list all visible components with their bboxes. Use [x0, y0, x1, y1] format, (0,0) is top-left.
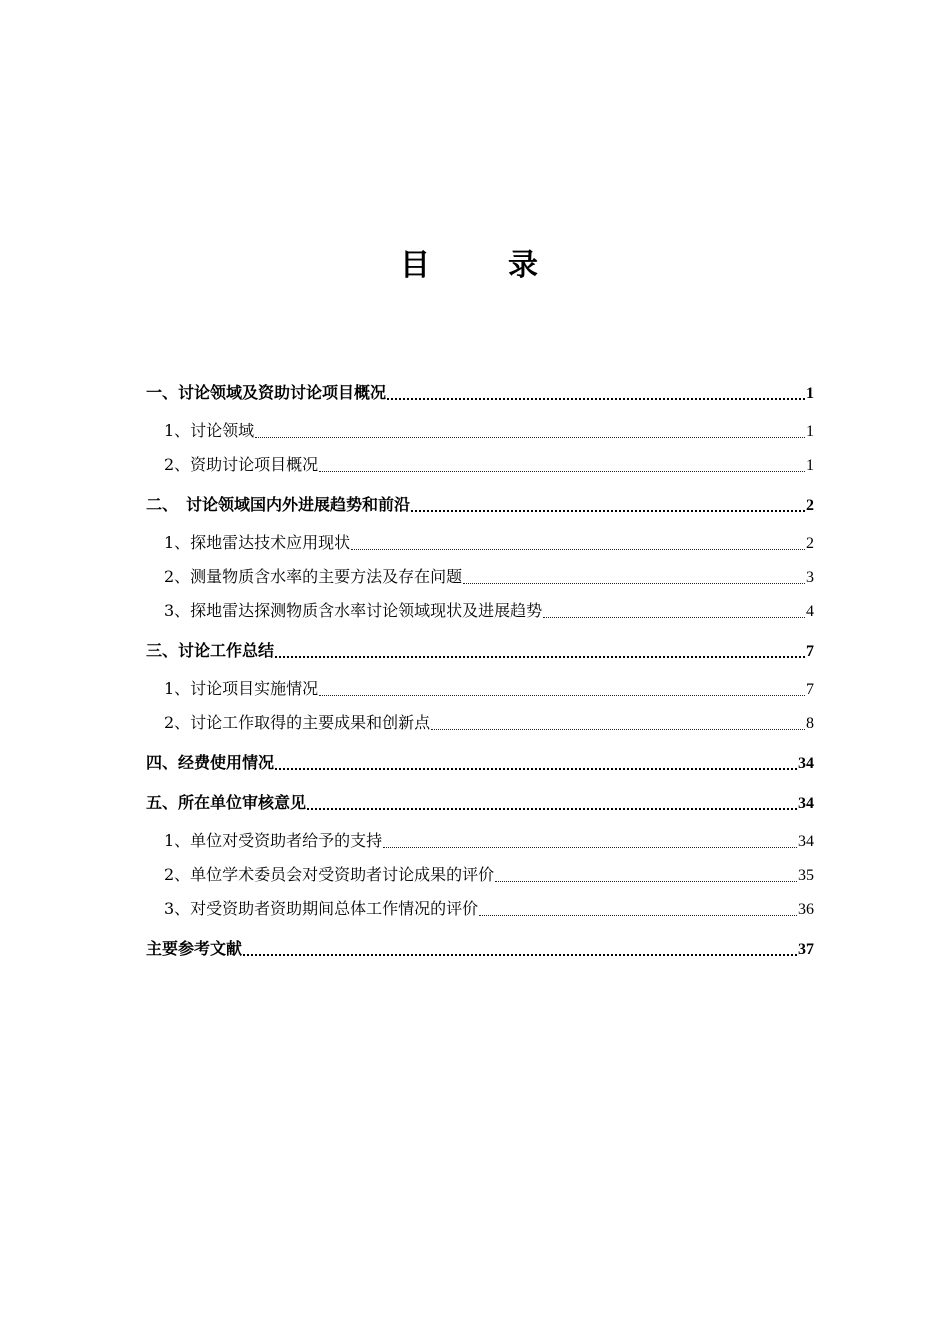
toc-entry-label: 3、对受资助者资助期间总体工作情况的评价 [164, 899, 479, 918]
toc-entry-page-number: 34 [798, 795, 814, 812]
toc-entry-1-2[interactable] [146, 448, 814, 482]
toc-entry-page-number: 8 [806, 715, 814, 732]
toc-entry-page-number: 37 [798, 941, 814, 958]
toc-entry-page-number: 3 [806, 569, 814, 586]
toc-entry-5-1[interactable] [146, 824, 814, 858]
dot-leader [543, 615, 805, 618]
dot-leader [243, 952, 797, 956]
dot-leader [479, 913, 797, 916]
dot-leader [307, 806, 797, 810]
dot-leader [383, 845, 797, 848]
toc-entry-label: 2、讨论工作取得的主要成果和创新点 [164, 713, 431, 732]
toc-entry-3-2[interactable] [146, 706, 814, 740]
dot-leader [495, 879, 797, 882]
toc-entry-section-5[interactable] [146, 786, 814, 820]
toc-entry-label: 2、资助讨论项目概况 [164, 455, 319, 474]
toc-entry-label: 2、单位学术委员会对受资助者讨论成果的评价 [164, 865, 495, 884]
toc-entry-label: 一、讨论领域及资助讨论项目概况 [146, 383, 387, 402]
dot-leader [319, 469, 805, 472]
toc-entry-page-number: 1 [806, 423, 814, 440]
dot-leader [463, 581, 805, 584]
dot-leader [255, 435, 805, 438]
toc-entry-page-number: 2 [806, 497, 814, 514]
toc-entry-label: 主要参考文献 [146, 939, 243, 958]
dot-leader [387, 396, 805, 400]
toc-entry-section-3[interactable] [146, 634, 814, 668]
toc-entry-5-3[interactable] [146, 892, 814, 926]
toc-entry-label: 1、讨论项目实施情况 [164, 679, 319, 698]
toc-entry-label: 五、所在单位审核意见 [146, 793, 307, 812]
toc-entry-section-2[interactable] [146, 488, 814, 522]
toc-entry-page-number: 35 [798, 867, 814, 884]
toc-entry-section-1[interactable] [146, 376, 814, 410]
toc-entry-page-number: 34 [798, 755, 814, 772]
dot-leader [351, 547, 805, 550]
toc-entry-label: 三、讨论工作总结 [146, 641, 275, 660]
table-of-contents [146, 370, 814, 970]
toc-entry-label: 1、单位对受资助者给予的支持 [164, 831, 383, 850]
toc-entry-label: 二、 讨论领域国内外进展趋势和前沿 [146, 495, 411, 514]
toc-entry-label: 1、探地雷达技术应用现状 [164, 533, 351, 552]
toc-entry-references[interactable] [146, 932, 814, 966]
toc-entry-section-4[interactable] [146, 746, 814, 780]
dot-leader [319, 693, 805, 696]
toc-entry-page-number: 36 [798, 901, 814, 918]
toc-entry-page-number: 7 [806, 643, 814, 660]
toc-entry-2-1[interactable] [146, 526, 814, 560]
dot-leader [411, 508, 805, 512]
toc-entry-label: 四、经费使用情况 [146, 753, 275, 772]
toc-entry-page-number: 2 [806, 535, 814, 552]
toc-entry-5-2[interactable] [146, 858, 814, 892]
toc-entry-page-number: 34 [798, 833, 814, 850]
toc-entry-label: 2、测量物质含水率的主要方法及存在问题 [164, 567, 463, 586]
dot-leader [275, 654, 805, 658]
toc-entry-page-number: 1 [806, 385, 814, 402]
toc-entry-page-number: 7 [806, 681, 814, 698]
toc-entry-1-1[interactable] [146, 414, 814, 448]
toc-entry-page-number: 4 [806, 603, 814, 620]
toc-entry-3-1[interactable] [146, 672, 814, 706]
toc-entry-label: 3、探地雷达探测物质含水率讨论领域现状及进展趋势 [164, 601, 543, 620]
toc-entry-2-3[interactable] [146, 594, 814, 628]
toc-entry-2-2[interactable] [146, 560, 814, 594]
toc-entry-label: 1、讨论领域 [164, 421, 255, 440]
dot-leader [431, 727, 805, 730]
toc-entry-page-number: 1 [806, 457, 814, 474]
dot-leader [275, 766, 797, 770]
page-title: 目 录 [400, 248, 562, 283]
